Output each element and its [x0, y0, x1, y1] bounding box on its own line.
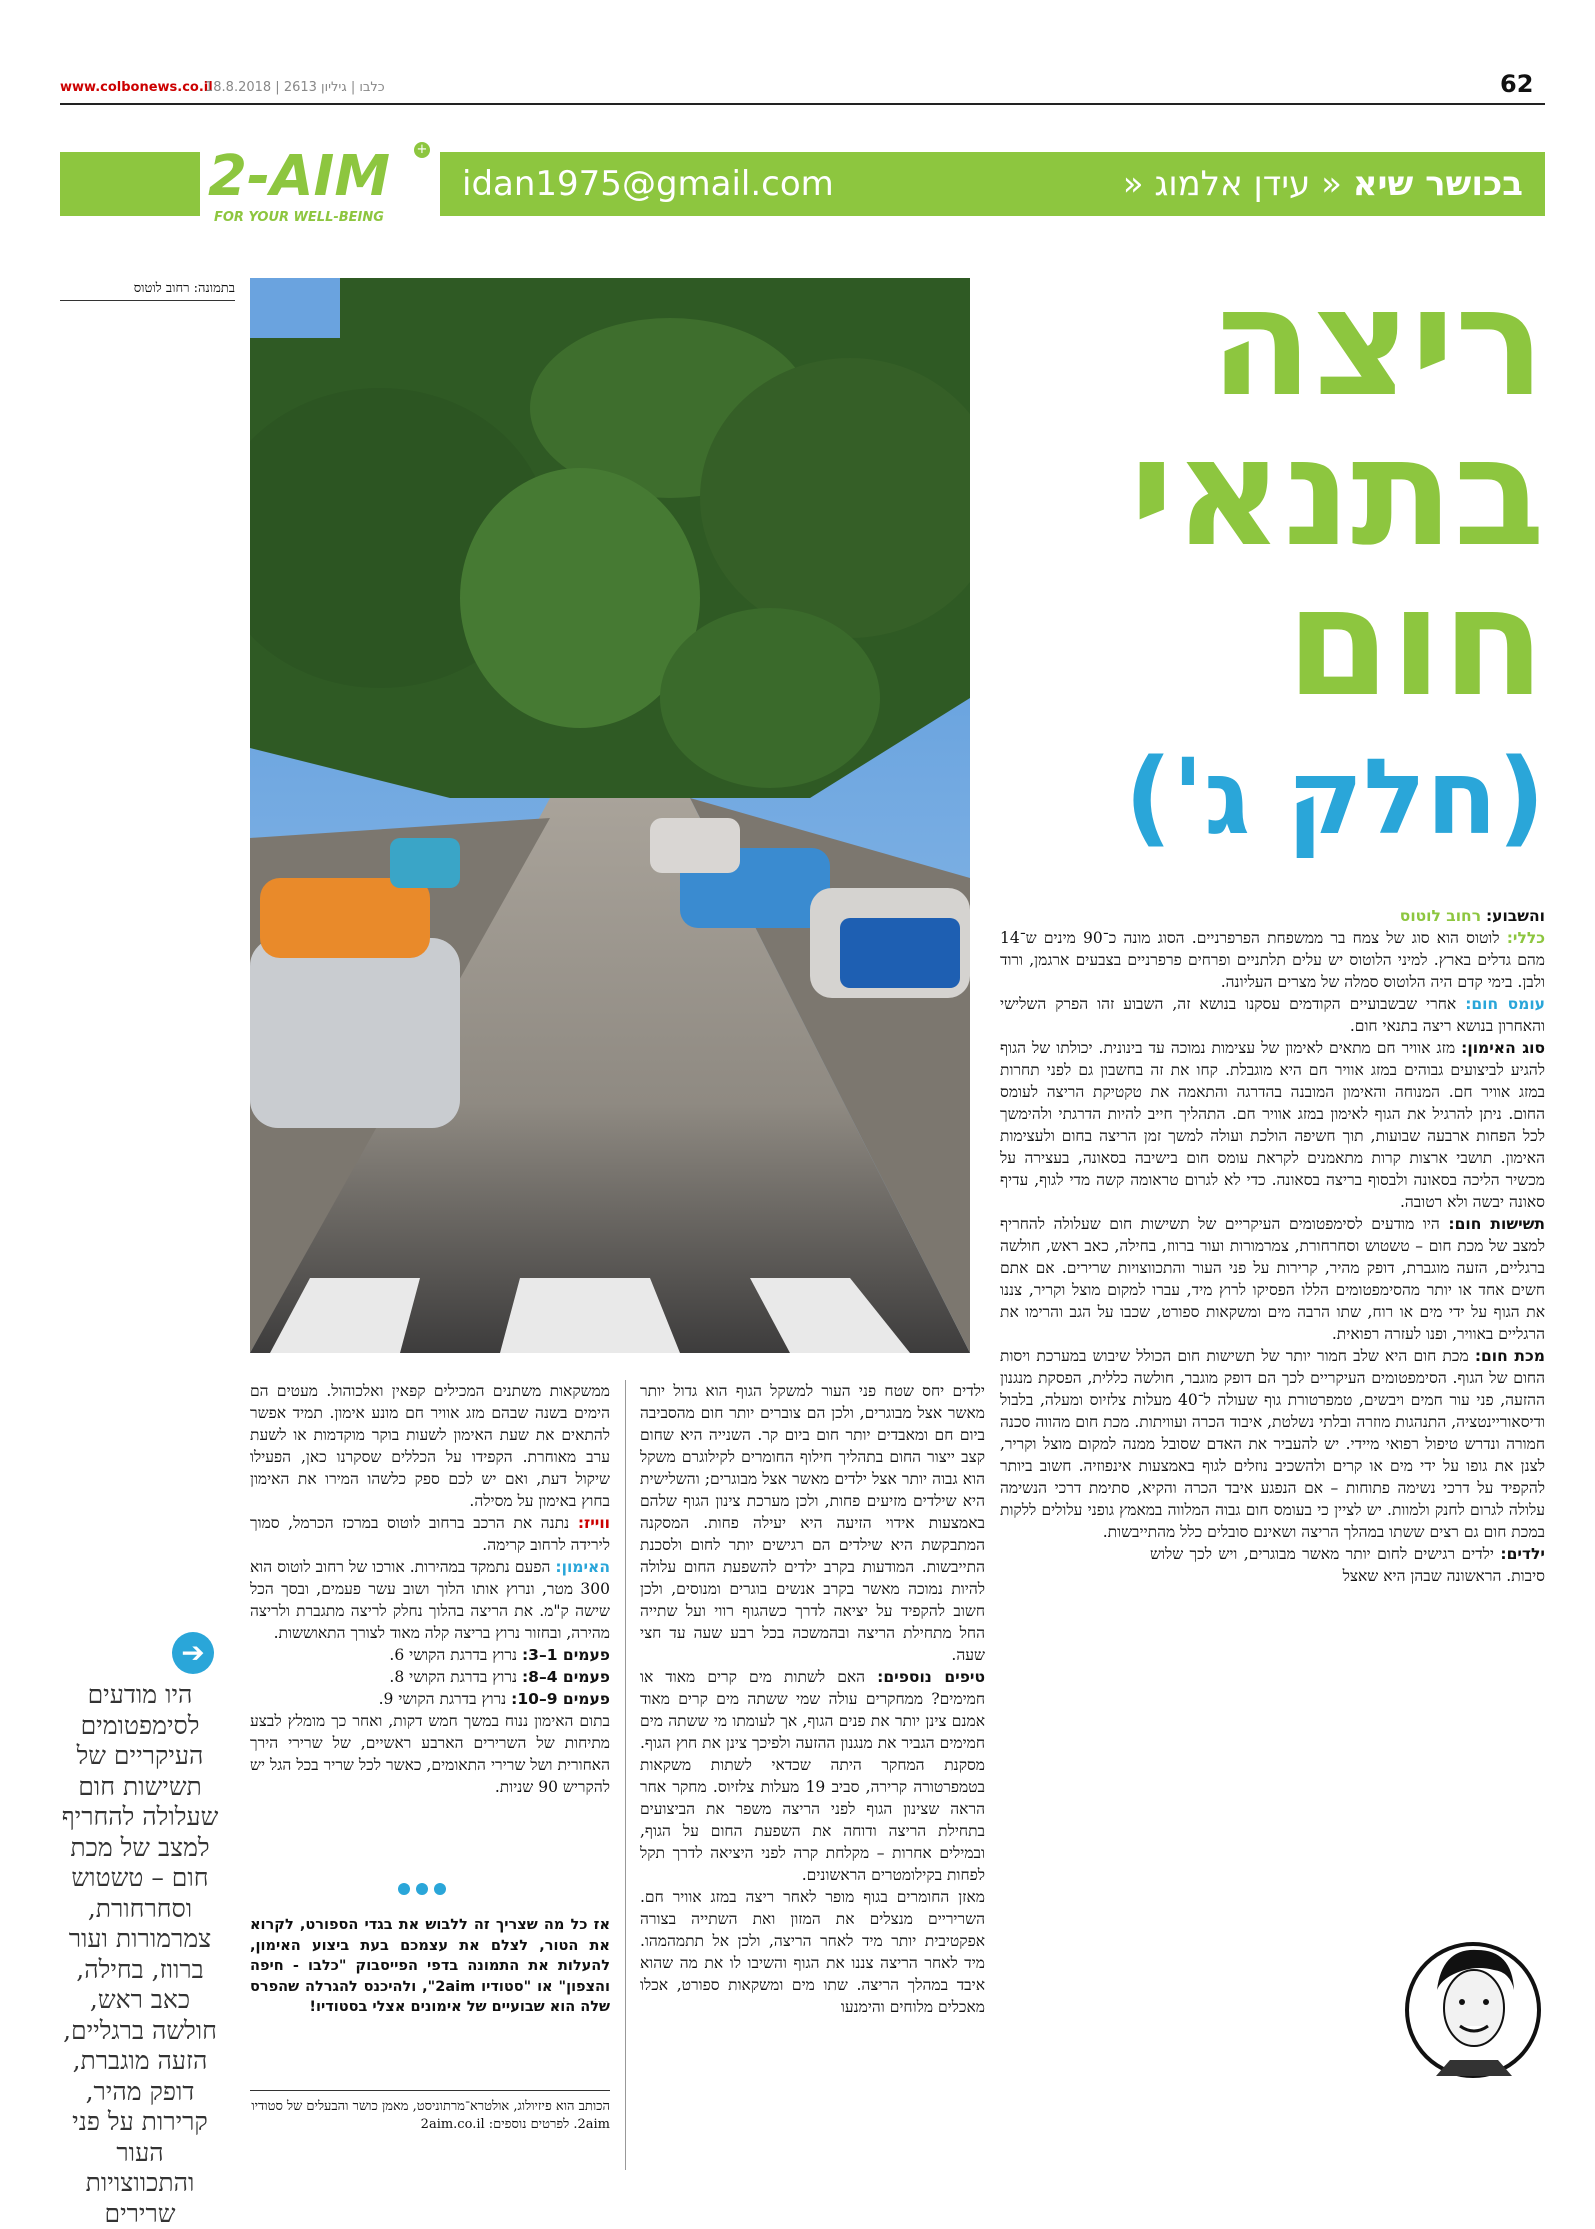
dot-icon [398, 1883, 410, 1895]
label-reps-2: פעמים 4–8: [521, 1668, 610, 1686]
street-illustration [250, 278, 970, 1353]
text-workout: הפעם נתמקד במהירות. אורכו של רחוב לוטוס הוא 300 מטר, ונרוץ אותו הלוך ושוב עשר פעמים, ובסך הכל שישה ק"מ. את הריצה בהלוך נחלק לריצה מתגברת ולריצה מהירה, ובחזור נרוץ בריצה קלה מאוד לצורך התאוששות. [250, 1558, 610, 1642]
text-waze: נתנה את הרכב ברחוב לוטוס במרכז הכרמל, סמוך לירידה לרחוב קרימה. [250, 1514, 610, 1554]
text-heat-load: אחרי שבשבועיים הקודמים עסקנו בנושא זה, השבוע זהו הפרק השלישי והאחרון בנושא ריצה בתנאי חום. [1000, 995, 1545, 1035]
week-value: רחוב לוטוס [1399, 907, 1482, 925]
text-reps-3: נרוץ בדרגת הקושי 9. [378, 1690, 507, 1708]
text-reps-2: נרוץ בדרגת הקושי 8. [389, 1668, 518, 1686]
author-portrait [1402, 1920, 1544, 2100]
double-chevron-icon: « [1310, 164, 1342, 204]
credit-rule [60, 300, 235, 301]
dot-icon [416, 1883, 428, 1895]
label-workout: האימון: [555, 1558, 610, 1576]
logo-2aim [200, 134, 440, 234]
column-divider [625, 1380, 626, 2170]
issue-info: כלבו | גיליון 2613 | 18.8.2018 [205, 80, 385, 95]
banner-stripe-left [60, 152, 200, 216]
label-tips: טיפים נוספים: [877, 1668, 985, 1686]
photo-credit: בתמונה: רחוב לוטוס [133, 281, 235, 296]
text-cooldown: בתום האימון ננוח במשך חמש דקות, ואחר כך מומלץ לבצע מתיחות של השרירים הארבע ראשיים, של שרירי הירך האחורית ושל שרירי התאומים, כאשר לכל שריר בכל הגל יש להקריש 90 שניות. [250, 1712, 610, 1796]
text-heat-stroke: מכת חום היא שלב חמור יותר של תשישות חום הכולל שיבוש במערכת ויסות החום של הגוף. הסימפטומים העיקריים לכך הם דופק מוגבר, חולשה כללית, הפסקת מנגנון ההזעה, פני עור חמים ויבשים, טמפרטורת גוף שעולה ל־40 מעלות צלזיוס ומעלה, בלבול ודיסאוריינטציה, התנהגות מוזרה ובלתי נשלטת, איבוד הכרה ועוויתות. מכת חום מהווה סכנה חמורה ונדרש טיפול רפואי מיידי. יש להעביר את האדם שסובל ממנה למקום מוצל וקריר, לצנן את גופו על ידי מים או קרים ולהשכיב נוזלים לגוף באמצעות אינפוזיה. חשוב ביותר להקפיד על דרכי נשימה פתוחות – אם הנפגע איבד הכרה והקיא, סתימת דרכי הנשימה עלולה לגרום לחנק ולמוות. יש לציין כי בעומס חום גבוה המלווה במאמץ גופני עלולים ללקות במכת חום גם רצים ששתו במהלך הריצה ושאינם סובלים כלל מהתייבשות. [1000, 1347, 1545, 1541]
label-heat-exhaustion: תשישות חום: [1448, 1215, 1545, 1233]
label-kids: ילדים: [1500, 1545, 1545, 1563]
label-heat-stroke: מכת חום: [1474, 1347, 1545, 1365]
plus-icon: + [414, 142, 430, 158]
section-dots [395, 1880, 449, 1899]
text-reps-1: נרוץ בדרגת הקושי 6. [389, 1646, 518, 1664]
article-column-3 [250, 1380, 610, 1880]
text-drinks: ממשקאות משתנים המכילים קפאין ואלכוהול. מעטים הם הימים בשנה שבהם מזג אוויר חם מונע אימון. תמיד אפשר להתאים את שעת האימון לשעות בוקר מוקדמות או לשעת ערב מאוחרת. הקפידו על הכללים שסקרנו כאן, הפעילו שיקול דעת, ואם יש לכם ספק כלשהו המירו את האימון בחוץ באימון על מסילה. [250, 1382, 610, 1510]
label-heat-load: עומס חום: [1465, 995, 1545, 1013]
logo-main-text: 2-AIM [208, 144, 391, 209]
site-url[interactable]: www.colbonews.co.il [60, 80, 213, 95]
article-column-2 [640, 1380, 985, 2175]
headline-line-1: ריצה [1209, 256, 1545, 430]
promo-block: אז כל מה שצריך זה ללבוש את בגדי הספורט, לקרוא את הטור, לצלם את עצמכם בעת ביצוע האימון, להעלות את התמונה בדפי הפייסבוק "כלבו - חיפה והצפון" או "סטודיו 2aim", ולהיכנס להגרלה שהפרס שלה הוא שבועיים של אימונים אצלי בסטודיו! [250, 1917, 610, 2016]
author-email[interactable]: idan1975@gmail.com [462, 164, 834, 204]
headline-line-3: חום [1286, 556, 1545, 730]
label-general: כללי: [1506, 929, 1545, 947]
banner-title-group [1123, 164, 1523, 204]
label-waze: ווייז: [577, 1514, 610, 1532]
text-recovery: מאזן החומרים בגוף מופר לאחר ריצה במזג אוויר חם. השריריים מנצלים את המזון ואת השתייה בצורה אפקטיבית יותר מיד לאחר הריצה, ולכן אל תתמהמהו. מיד לאחר הריצה צננו את הגוף והשיבו לו את מה שהוא איבד במהלך הריצה. שתו מים ומשקאות ספורט, אכלו מאכלים מלוחים והימנעו [640, 1888, 985, 2016]
arrow-right-icon: ➔ [172, 1632, 214, 1674]
text-general: לוטוס הוא סוג של צמח בר ממשפחת הפרפרניים. הסוג מונה כ־90 מינים ש־14 מהם גדלים בארץ. למיני הלוטוס יש עלים תלתניים ופרחים פרפרניים בצבעים ארגמן, ורוד ולבן. בימי קדם היה הלוטוס סמלה של מצרים העליונה. [1000, 929, 1545, 991]
dot-icon [434, 1883, 446, 1895]
text-tips: האם לשתות מים קרים מאוד או חמימים? ממחקרים עולה שמי ששתה מים קרים מאוד אמנם צינן יותר את פנים הגוף, אך לעומתו מי ששתה מים חמימים הגביר את מנגנון ההזעה ולפיכך צינן את חוץ הגוף. מסקנת המחקר היתה שכדאי לשתות משקאות בטמפרטורה קרירה, סביב 19 מעלות צלזיוס. מחקר אחר הראה שצינון הגוף לפני הריצה משפר את הביצועים בתחילת הריצה ודוחה את השפעת החום על הגוף, ובמילים אחרות – מקלחת קרה לפני היציאה לדרך תקל לפחות בקילומטרים הראשונים. [640, 1668, 985, 1884]
author-name: עידן אלמוג [1154, 164, 1311, 204]
text-training-type: מזג אוויר חם מתאים לאימון של עצימות נמוכה עד בינונית. יכולתו של הגוף להגיע לביצועים גבוהים במזג אוויר חם היא מוגבלת. קחו את זה בחשבון גם לפני תחרות במזג אוויר חם. המנוחה והאימון המובנה בהדרגה והתאמה את טקטיקת הריצה לעומס החום. ניתן להרגיל את הגוף לאימון במזג אוויר חם. התהליך חייב להיות הדרגתי ולהימשך לכל הפחות ארבעה שבועות, תוך חשיפה הולכת ועולה למשך זמן הריצה בחום ולעצימות האימון. תושבי ארצות קרות מתאמנים לקראת עומס חום בישיבה בסאונה, בעצירה על מכשיר הליכה בסאונה ולבסוף בריצה בסאונה. כדי לא לגרום טראומה קשה מדי לגוף, עדיף סאונה יבשה ולא רטובה. [1000, 1039, 1545, 1211]
label-training-type: סוג האימון: [1461, 1039, 1545, 1057]
top-rule [60, 103, 1545, 105]
text-heat-exhaustion: היו מודעים לסימפטומים העיקריים של תשישות חום שעלולה להחריף למצב של מכת חום – טשטוש וסחרחורת, צמרמורות ועור ברווז, בחילה, כאב ראש, חולשה ברגליים, הזעה מוגברת, דופק מהיר, קרירות על פני העור והתכווצויות שרירים. אם אתם חשים אחד או יותר מהסימפטומים הללו הפסיקו לרוץ מיד, עברו למקום מוצל וקריר, צננו את הגוף על ידי מים או רוח, שתו הרבה מים ומשקאות ספורט, שכבו על הגב והרימו את הרגליים באוויר, ופנו לעזרה רפואית. [1000, 1215, 1545, 1343]
double-chevron-icon: « [1122, 164, 1144, 204]
week-label: והשבוע: [1485, 907, 1545, 925]
bio-rule [250, 2090, 610, 2091]
author-caricature [1402, 1920, 1544, 2100]
text-kids: ילדים רגישים לחום יותר מאשר מבוגרים, ויש לכך שלוש סיבות. הראשונה שבהן היא שאצל [1150, 1545, 1545, 1585]
column-title: בכושר שיא [1352, 164, 1523, 204]
page-number: 62 [1500, 70, 1534, 98]
label-reps-3: פעמים 9–10: [511, 1690, 610, 1708]
pull-quote: היו מודעים לסימפטומים העיקריים של תשישות חום שעלולה להחריף למצב של מכת חום – טשטוש וסחרחורת, צמרמורות ועור ברווז, בחילה, כאב ראש, חולשה ברגליים, הזעה מוגברת, דופק מהיר, קרירות על פני העור והתכווצויות שרירים [61, 1680, 219, 2228]
label-reps-1: פעמים 1–3: [521, 1646, 610, 1664]
author-bio: הכותב הוא פיזיולוג, אולטרא־מרתוניסט, מאמן כושר והבעלים של סטודיו 2aim. לפרטים נוספים: 2aim.co.il [251, 2099, 610, 2133]
logo-sub-text: FOR YOUR WELL-BEING [214, 210, 384, 225]
headline-subtitle: (חלק ג') [1124, 736, 1545, 858]
banner-bar [440, 152, 1545, 216]
text-kids-cont: ילדים יחס שטח פני העור למשקל הגוף הוא גדול יותר מאשר אצל מבוגרים, ולכן הם צוברים יותר חום מהסביבה ביום חם ומאבדים יותר חום ביום קר. השנייה היא שחום קצב ייצור החום בתהליך חילוף החומרים לקילוגרם משקל הוא גבוה יותר אצל ילדים מאשר אצל מבוגרים; והשלישית היא שילדים מזיעים פחות, ולכן מערכת צינון הגוף שלהם באמצעות אידוי הזיעה היא יעילה פחות. המסקנה המתבקשת היא שילדים הם רגישים יותר לחום ולסכנת התייבשות. המודעות בקרב ילדים להשפעת החום עלולה להיות נמוכה מאשר בקרב אנשים בוגרים ומנוסים, ולכן חשוב להקפיד על יציאה לדרך כשהגוף רווי ועל שתייה החל מתחילת הריצה ובהמשכה בכל רבע שעה עד חצי שעה. [640, 1382, 985, 1664]
headline-line-2: בתנאי [1129, 406, 1545, 580]
street-photo [250, 278, 970, 1353]
